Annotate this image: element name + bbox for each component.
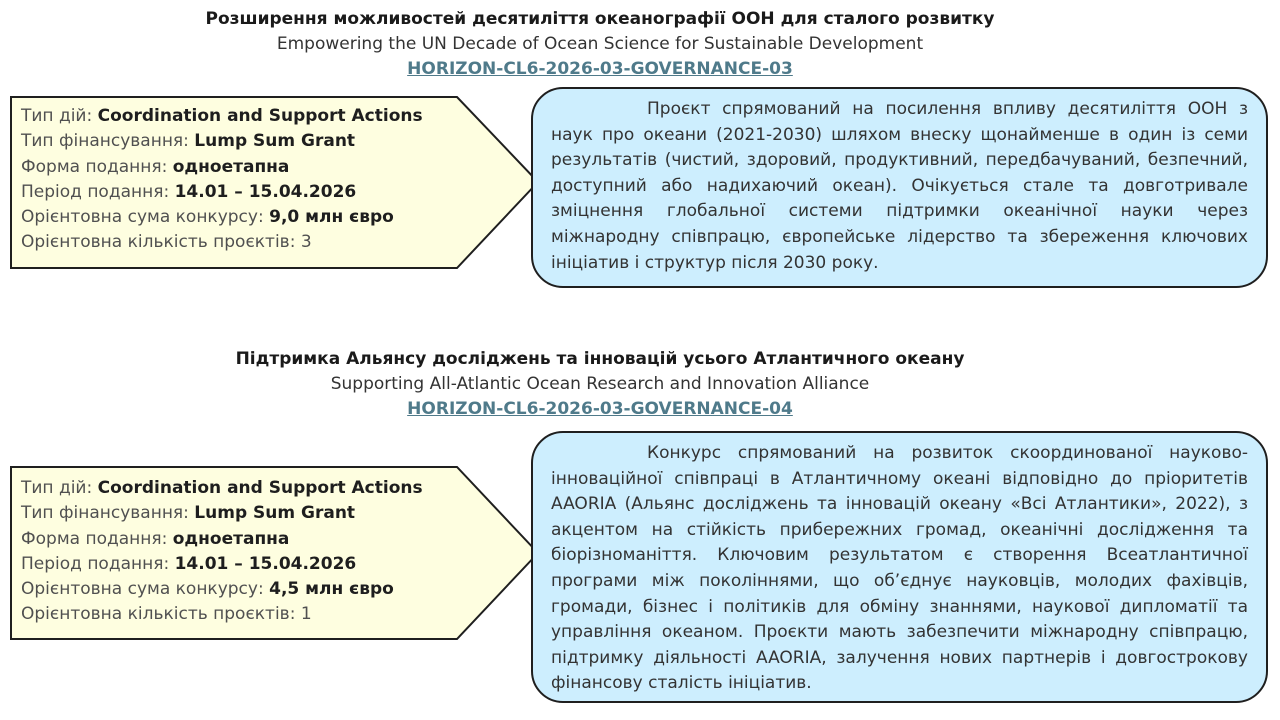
projects-count-row: Орієнтовна кількість проєктів: 3 bbox=[21, 232, 312, 253]
call-description: Конкурс спрямований на розвиток скоординованої науково-інноваційної співпраці в Атлантичному океані відповідно до пріоритетів AAORIA (Альянс досліджень та інновацій океану «Всі Атлантики», 2022), з акцентом на стійкість прибережних громад, океанічні дослідження та біорізноманіття. Ключовим результатом є створення Всеатлантичної програми між поколіннями, що об’єднує науковців, молодих фахівців, громади, бізнес і політиків для обміну знаннями, наукової дипломатії та управління океаном. Проєкти мають забезпечити міжнародну співпрацю, підтримку діяльності AAORIA, залучення нових партнерів і довгострокову фінансову сталість ініціатив. bbox=[551, 443, 1248, 694]
action-type-row: Тип дій: Coordination and Support Actions bbox=[21, 106, 423, 126]
call-title-uk: Підтримка Альянсу досліджень та інновацій усього Атлантичного океану bbox=[235, 349, 965, 369]
submission-period-row: Період подання: 14.01 – 15.04.2026 bbox=[21, 181, 357, 202]
funding-type-row: Тип фінансування: Lump Sum Grant bbox=[21, 503, 356, 524]
call-1-description-box bbox=[531, 87, 1268, 288]
call-2-info-panel bbox=[21, 476, 423, 628]
call-description: Проєкт спрямований на посилення впливу десятиліття ООН з наук про океани (2021-2030) шляхом внеску щонайменше в один із семи результатів (чистий, здоровий, продуктивний, передбачуваний, безпечний, доступний або надихаючий океан). Очікується стале та довготривале зміцнення глобальної системи підтримки океанічної науки через міжнародну співпрацю, європейське лідерство та збереження ключових ініціатив і структур після 2030 року. bbox=[551, 99, 1248, 273]
projects-count-row: Орієнтовна кількість проєктів: 1 bbox=[21, 604, 312, 625]
call-title-en: Empowering the UN Decade of Ocean Science for Sustainable Development bbox=[276, 34, 924, 54]
action-type-row: Тип дій: Coordination and Support Actions bbox=[21, 478, 423, 498]
submission-form-row: Форма подання: одноетапна bbox=[21, 156, 290, 177]
budget-row: Орієнтовна сума конкурсу: 9,0 млн євро bbox=[21, 207, 394, 228]
call-title-en: Supporting All-Atlantic Ocean Research and Innovation Alliance bbox=[330, 374, 870, 394]
submission-form-row: Форма подання: одноетапна bbox=[21, 528, 290, 549]
call-code-link[interactable]: HORIZON-CL6-2026-03-GOVERNANCE-04 bbox=[407, 399, 793, 419]
call-2-description-box bbox=[531, 431, 1268, 703]
budget-row: Орієнтовна сума конкурсу: 4,5 млн євро bbox=[21, 579, 394, 600]
call-title-uk: Розширення можливостей десятиліття океанографії ООН для сталого розвитку bbox=[205, 9, 995, 29]
funding-type-row: Тип фінансування: Lump Sum Grant bbox=[21, 131, 356, 152]
submission-period-row: Період подання: 14.01 – 15.04.2026 bbox=[21, 553, 357, 574]
call-code-link[interactable]: HORIZON-CL6-2026-03-GOVERNANCE-03 bbox=[407, 59, 793, 79]
